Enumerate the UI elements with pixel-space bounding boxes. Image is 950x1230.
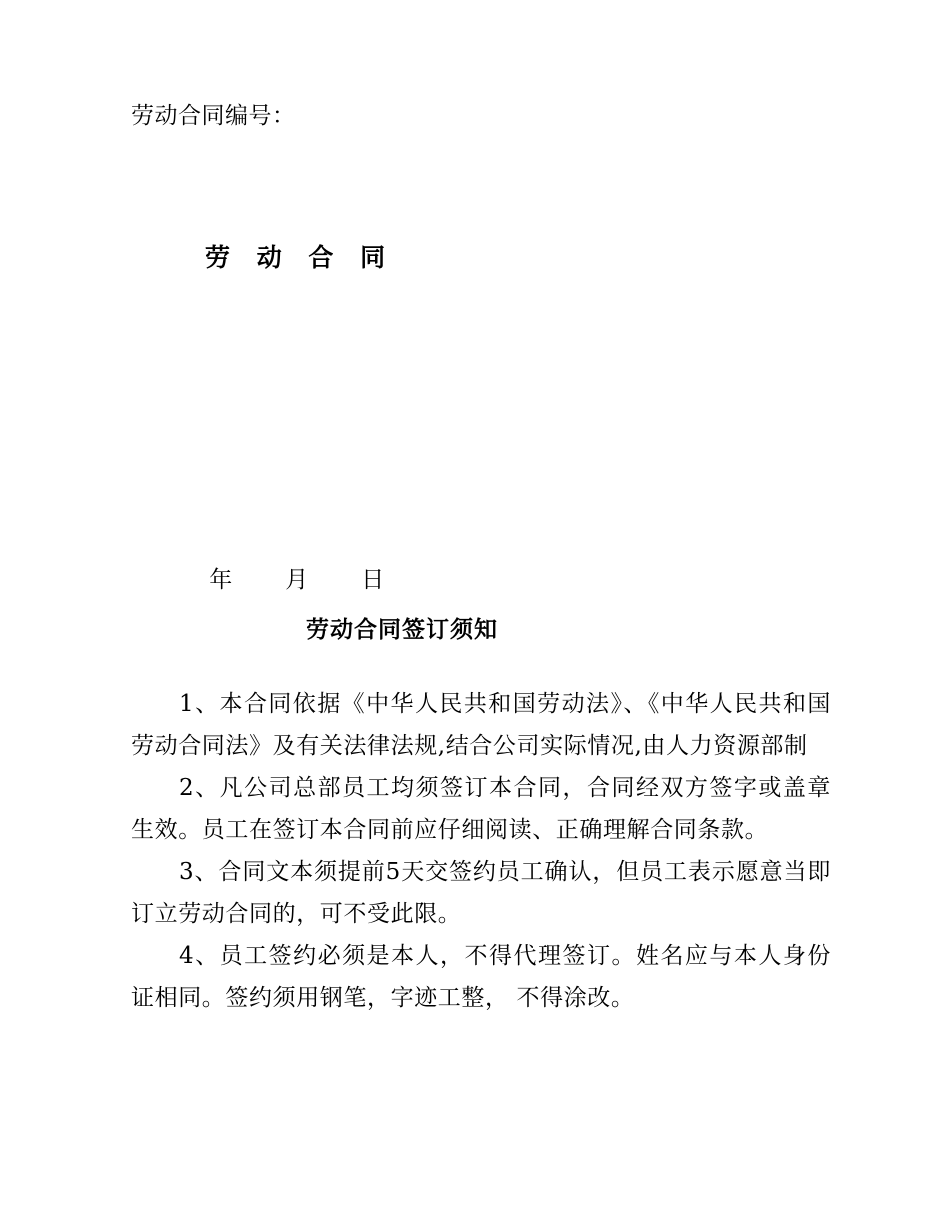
contract-title: 劳 动 合 同	[205, 243, 395, 272]
notice-item: 4、员工签约必须是本人，不得代理签订。姓名应与本人身份证相同。签约须用钢笔，字迹工整， 不得涂改。	[131, 943, 831, 1011]
date-year-label: 年	[209, 567, 233, 593]
notice-item: 2、凡公司总部员工均须签订本合同，合同经双方签字或盖章生效。员工在签订本合同前应仔细阅读、正确理解合同条款。	[131, 775, 831, 843]
date-day-label: 日	[361, 567, 385, 593]
contract-number-label: 劳动合同编号：	[131, 103, 296, 129]
notice-list	[131, 683, 831, 1019]
notice-title: 劳动合同签订须知	[306, 616, 498, 643]
notice-item: 3、合同文本须提前5天交签约员工确认，但员工表示愿意当即订立劳动合同的，可不受此限。	[131, 859, 831, 927]
notice-item: 1、本合同依据《中华人民共和国劳动法》、《中华人民共和国劳动合同法》及有关法律法规,结合公司实际情况,由人力资源部制	[131, 691, 831, 759]
date-month-label: 月	[285, 567, 309, 593]
